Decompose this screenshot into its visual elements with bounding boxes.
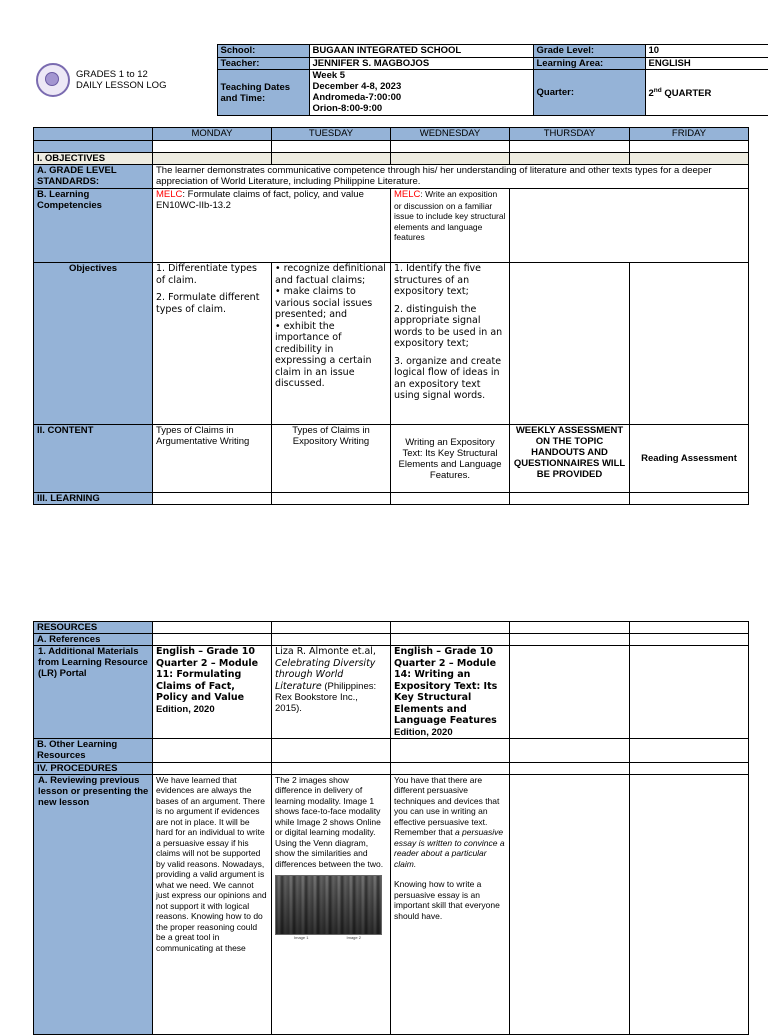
quarter-sup: nd	[653, 87, 662, 95]
spacer-cell	[153, 762, 272, 774]
objective-item: • make claims to various social issues presented; and	[275, 286, 373, 320]
day-header-blank	[34, 128, 153, 141]
lesson-table-page-1	[33, 127, 749, 505]
procedure-tuesday-text: The 2 images show difference in delivery of learning modality. Image 1 shows face-to-face modality while Image 2 shows Online or digital learning modality. Using the Venn diagram, show the similarities and differences between the two.	[275, 774, 384, 869]
photo-caption-2: Image 2	[346, 935, 361, 940]
spacer-cell	[510, 141, 630, 153]
day-header-thursday: THURSDAY	[510, 128, 630, 141]
spacer-cell	[630, 493, 749, 505]
competencies-label: B. Learning Competencies	[34, 189, 153, 263]
spacer-cell	[34, 141, 153, 153]
wed-paragraph-2: Knowing how to write a persuasive essay is an important skill that everyone should have.	[394, 879, 500, 921]
objective-item: 1. Differentiate types of claim.	[156, 263, 257, 286]
dates-range: December 4-8, 2023	[312, 81, 402, 92]
dates-label: Teaching Dates and Time:	[217, 70, 309, 116]
spacer-cell	[272, 493, 391, 505]
spacer-cell	[391, 153, 510, 165]
dates-week: Week 5	[312, 70, 346, 81]
resources-tuesday	[272, 646, 391, 739]
dates-section-2: Orion-8:00-9:00	[312, 103, 383, 114]
additional-materials-label: 1. Additional Materials from Learning Resource (LR) Portal	[34, 646, 153, 739]
procedure-thursday	[510, 774, 630, 1034]
grade-label: Grade Level:	[533, 45, 645, 58]
spacer-cell	[391, 141, 510, 153]
section-learning: III. LEARNING	[34, 493, 153, 505]
objective-item: • recognize definitional and factual claims;	[275, 263, 386, 286]
spacer-cell	[272, 622, 391, 634]
melc-text: : Write an exposition or discussion on a familiar issue to include key structural elements and language features	[394, 189, 506, 242]
logo-text-grades: GRADES 1 to 12	[76, 69, 148, 80]
resources-thursday	[510, 646, 630, 739]
module-title: English – Grade 10 Quarter 2 – Module 14: Writing an Expository Text: Its Key Structural Elements and Language Features	[394, 646, 498, 726]
content-thursday: WEEKLY ASSESSMENT ON THE TOPIC HANDOUTS AND QUESTIONNAIRES WILL BE PROVIDED	[510, 425, 630, 493]
grade-level-standards-text: The learner demonstrates communicative competence through his/ her understanding of literature and other texts types for a deeper appreciation of World Literature, including Philippine Literature.	[153, 165, 749, 189]
wed-paragraph-1-italic: a persuasive essay is written to convince a reader about a particular claim.	[394, 827, 505, 869]
references-label: A. References	[34, 634, 153, 646]
competency-thursday-friday	[510, 189, 749, 263]
spacer-cell	[153, 622, 272, 634]
reviewing-lesson-label: A. Reviewing previous lesson or presenting the new lesson	[34, 774, 153, 1034]
dates-section-1: Andromeda-7:00:00	[312, 92, 402, 103]
spacer-cell	[630, 634, 749, 646]
day-header-tuesday: TUESDAY	[272, 128, 391, 141]
content-tuesday: Types of Claims in Expository Writing	[272, 425, 391, 493]
content-friday: Reading Assessment	[630, 425, 749, 493]
spacer-cell	[630, 738, 749, 762]
logo-text-dll: DAILY LESSON LOG	[76, 80, 167, 91]
spacer-cell	[272, 762, 391, 774]
spacer-cell	[510, 153, 630, 165]
melc-tag: MELC	[394, 189, 421, 200]
competency-wednesday	[391, 189, 510, 263]
spacer-cell	[510, 738, 630, 762]
spacer-cell	[153, 738, 272, 762]
spacer-cell	[510, 493, 630, 505]
resources-friday	[630, 646, 749, 739]
book-author: Liza R. Almonte et.al,	[275, 646, 376, 657]
grade-value: 10	[645, 45, 768, 58]
grade-level-standards-label: A. GRADE LEVEL STANDARDS:	[34, 165, 153, 189]
module-edition: Edition, 2020	[394, 726, 453, 738]
spacer-cell	[391, 738, 510, 762]
spacer-cell	[272, 141, 391, 153]
spacer-cell	[391, 622, 510, 634]
spacer-cell	[272, 153, 391, 165]
wed-paragraph-1: You have that there are different persuasive techniques and devices that you can use in writing an effective persuasive text. Remember that	[394, 774, 500, 837]
area-value: ENGLISH	[645, 58, 768, 70]
deped-seal-icon	[36, 63, 70, 97]
section-objectives: I. OBJECTIVES	[34, 153, 153, 165]
objectives-wednesday	[391, 263, 510, 425]
resources-wednesday	[391, 646, 510, 739]
melc-text: : Formulate claims of fact, policy, and value EN10WC-IIb-13.2	[156, 189, 364, 211]
spacer-cell	[153, 634, 272, 646]
competency-monday-tuesday	[153, 189, 391, 263]
module-title: English – Grade 10 Quarter 2 – Module 11: Formulating Claims of Fact, Policy and Value	[156, 646, 259, 703]
objectives-monday	[153, 263, 272, 425]
day-header-monday: MONDAY	[153, 128, 272, 141]
module-edition: Edition, 2020	[156, 703, 215, 715]
procedure-friday	[630, 774, 749, 1034]
objectives-label: Objectives	[34, 263, 153, 425]
quarter-num: 2	[648, 88, 654, 100]
book-publisher: (Philippines: Rex Bookstore Inc., 2015).	[275, 680, 377, 714]
spacer-cell	[272, 634, 391, 646]
quarter-label: Quarter:	[533, 70, 645, 116]
spacer-cell	[391, 762, 510, 774]
photo-caption-1: Image 1	[294, 935, 309, 940]
area-label: Learning Area:	[533, 58, 645, 70]
spacer-cell	[510, 622, 630, 634]
spacer-cell	[272, 738, 391, 762]
spacer-cell	[630, 622, 749, 634]
melc-tag: MELC	[156, 189, 183, 200]
spacer-cell	[630, 141, 749, 153]
day-header-friday: FRIDAY	[630, 128, 749, 141]
spacer-cell	[510, 762, 630, 774]
school-value: BUGAAN INTEGRATED SCHOOL	[309, 45, 533, 58]
objective-item: 1. Identify the five structures of an expository text;	[394, 263, 482, 297]
resources-monday	[153, 646, 272, 739]
objective-item: 2. distinguish the appropriate signal words to be used in an expository text;	[394, 303, 503, 349]
other-resources-label: B. Other Learning Resources	[34, 738, 153, 762]
procedure-tuesday	[272, 774, 391, 1034]
procedure-wednesday	[391, 774, 510, 1034]
school-label: School:	[217, 45, 309, 58]
content-label: II. CONTENT	[34, 425, 153, 493]
spacer-cell	[391, 634, 510, 646]
content-wednesday: Writing an Expository Text: Its Key Structural Elements and Language Features.	[391, 425, 510, 493]
classroom-photo	[275, 875, 382, 935]
content-monday: Types of Claims in Argumentative Writing	[153, 425, 272, 493]
spacer-cell	[153, 493, 272, 505]
objective-item: 3. organize and create logical flow of ideas in an expository text using signal words.	[394, 355, 502, 401]
spacer-cell	[391, 493, 510, 505]
quarter-word: QUARTER	[661, 88, 712, 100]
resources-label: RESOURCES	[34, 622, 153, 634]
objectives-thursday	[510, 263, 630, 425]
logo-cell	[33, 45, 217, 116]
spacer-cell	[630, 762, 749, 774]
spacer-cell	[153, 153, 272, 165]
spacer-cell	[510, 634, 630, 646]
book-title: Celebrating Diversity through World Literature	[275, 657, 376, 692]
quarter-value	[645, 70, 768, 116]
lesson-table-page-2	[33, 621, 749, 1035]
teacher-label: Teacher:	[217, 58, 309, 70]
procedure-monday: We have learned that evidences are always the bases of an argument. There is no argument if evidences are not in place. It will be hard for an individual to write a persuasive essay if his claims will not be supported by valid reasons. Nowadays, providing a valid argument is what we need. We cannot just express our opinions and not support it with logical reasons. Knowing how to do the proper reasoning could be a great tool in communicating at these	[153, 774, 272, 1034]
objectives-friday	[630, 263, 749, 425]
teacher-value: JENNIFER S. MAGBOJOS	[309, 58, 533, 70]
procedures-label: IV. PROCEDURES	[34, 762, 153, 774]
header-table	[33, 44, 768, 116]
day-header-wednesday: WEDNESDAY	[391, 128, 510, 141]
dates-value	[309, 70, 533, 116]
objectives-tuesday	[272, 263, 391, 425]
objective-item: • exhibit the importance of credibility in expressing a certain claim in an issue discussed.	[275, 320, 372, 389]
spacer-cell	[153, 141, 272, 153]
spacer-cell	[630, 153, 749, 165]
objective-item: 2. Formulate different types of claim.	[156, 292, 260, 315]
